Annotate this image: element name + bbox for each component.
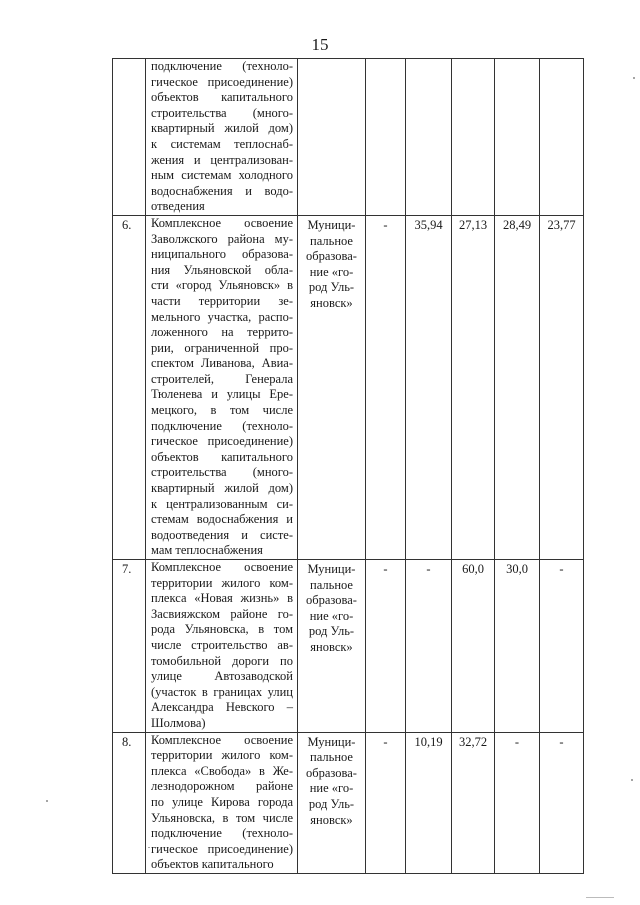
description-line: рии, ограниченной про-: [151, 340, 293, 355]
description-line: плекса «Новая жизнь» в: [151, 591, 293, 606]
description-line: объектов капитального: [151, 90, 293, 105]
municipality-line: Муници-: [307, 734, 356, 749]
project-description-cell: [146, 215, 298, 559]
municipality-line: род Уль-: [308, 280, 355, 295]
municipality-line: ние «го-: [309, 781, 354, 796]
description-line: квартирный жилой дом): [151, 121, 293, 136]
municipality-line: род Уль-: [308, 624, 355, 639]
description-line: плекса «Свобода» в Же-: [151, 763, 293, 778]
scan-speck: [633, 77, 635, 79]
description-line: Комплексное освоение: [151, 732, 293, 747]
description-line: отведения: [151, 199, 205, 214]
value-cell: 60,0: [452, 560, 495, 733]
description-line: территории жилого ком-: [151, 575, 293, 590]
project-description-cell: [146, 59, 298, 216]
value-cell: [406, 59, 452, 216]
description-line: ным системам холодного: [151, 168, 293, 183]
description-line: гическое присоединение): [151, 74, 293, 89]
description-line: объектов капитального: [151, 449, 293, 464]
description-line: к централизованным си-: [151, 496, 293, 511]
municipality-cell: [298, 560, 366, 733]
description-line: ния Ульяновской обла-: [151, 262, 293, 277]
description-line: числе строительство ав-: [151, 637, 293, 652]
description-line: мецкого, в том числе: [151, 403, 293, 418]
description-line: строительства (много-: [151, 105, 293, 120]
value-cell: -: [540, 560, 584, 733]
municipality-cell: [298, 215, 366, 559]
municipality-line: яновск»: [310, 812, 353, 827]
municipality-line: яновск»: [310, 295, 353, 310]
description-line: лезнодорожном районе: [151, 779, 293, 794]
description-line: подключение (техноло-: [151, 418, 293, 433]
description-line: подключение (техноло-: [151, 826, 293, 841]
municipality-line: Муници-: [307, 562, 356, 576]
value-cell: 27,13: [452, 215, 495, 559]
municipality-line: ние «го-: [309, 608, 354, 623]
description-line: гическое присоединение): [151, 434, 293, 449]
description-line: водоотведения и систе-: [151, 527, 293, 542]
row-number-cell: 7.: [113, 560, 146, 733]
description-line: Ульяновска, в том числе: [151, 810, 293, 825]
description-line: гическое присоединение): [151, 841, 293, 856]
description-line: мам теплоснабжения: [151, 543, 263, 558]
page-number: 15: [311, 35, 329, 54]
value-cell: -: [366, 732, 406, 873]
table-row: [113, 59, 584, 216]
municipality-line: пальное: [310, 233, 353, 248]
row-number-cell: 8.: [113, 732, 146, 873]
project-description-cell: [146, 732, 298, 873]
value-cell: 28,49: [495, 215, 540, 559]
municipality-line: образова-: [306, 249, 357, 264]
description-line: рода Ульяновска, в том: [151, 622, 293, 637]
description-line: объектов капитального: [151, 857, 274, 872]
scan-speck: [631, 779, 633, 781]
value-cell: [540, 59, 584, 216]
municipality-line: Муници-: [307, 217, 356, 232]
description-line: подключение (техноло-: [151, 59, 293, 73]
description-line: Заволжского района му-: [151, 231, 293, 246]
table-row: [113, 732, 584, 873]
municipality-line: ние «го-: [309, 264, 354, 279]
description-line: ниципального образова-: [151, 247, 293, 262]
municipality-line: яновск»: [310, 639, 353, 654]
description-line: Тюленева и улицы Ере-: [151, 387, 293, 402]
description-line: по улице Кирова города: [151, 794, 293, 809]
table-row: [113, 215, 584, 559]
municipality-line: пальное: [310, 750, 353, 765]
municipality-line: образова-: [306, 765, 357, 780]
description-line: строительства (много-: [151, 465, 293, 480]
table-row: [113, 560, 584, 733]
value-cell: 23,77: [540, 215, 584, 559]
description-line: спектом Ливанова, Авиа-: [151, 356, 293, 371]
description-line: жения и централизован-: [151, 152, 293, 167]
description-line: водоснабжения и водо-: [151, 183, 293, 198]
description-line: территории жилого ком-: [151, 748, 293, 763]
row-number-cell: [113, 59, 146, 216]
description-line: Засвияжском районе го-: [151, 606, 293, 621]
value-cell: -: [540, 732, 584, 873]
value-cell: -: [366, 560, 406, 733]
municipality-line: пальное: [310, 577, 353, 592]
scan-speck: [586, 897, 614, 898]
description-line: улице Автозаводской: [151, 669, 293, 684]
project-description-cell: [146, 560, 298, 733]
description-line: стемам водоснабжения и: [151, 512, 293, 527]
value-cell: 10,19: [406, 732, 452, 873]
value-cell: 35,94: [406, 215, 452, 559]
value-cell: 32,72: [452, 732, 495, 873]
value-cell: [366, 59, 406, 216]
description-line: Шолмова): [151, 715, 206, 730]
value-cell: [452, 59, 495, 216]
municipality-line: образова-: [306, 593, 357, 608]
description-line: к системам теплоснаб-: [151, 136, 293, 151]
description-line: (участок в границах улиц: [151, 684, 293, 699]
value-cell: -: [495, 732, 540, 873]
municipality-cell: [298, 732, 366, 873]
description-line: Комплексное освоение: [151, 215, 293, 230]
value-cell: -: [406, 560, 452, 733]
description-line: сти «город Ульяновск» в: [151, 278, 293, 293]
description-line: квартирный жилой дом): [151, 481, 293, 496]
description-line: Комплексное освоение: [151, 560, 293, 574]
description-line: мельного участка, распо-: [151, 309, 293, 324]
financing-table: [112, 58, 584, 874]
municipality-cell: [298, 59, 366, 216]
value-cell: 30,0: [495, 560, 540, 733]
description-line: Александра Невского –: [151, 700, 293, 715]
scan-speck: [148, 847, 150, 848]
description-line: части территории зе-: [151, 293, 293, 308]
value-cell: [495, 59, 540, 216]
description-line: ложенного на террито-: [151, 325, 293, 340]
value-cell: -: [366, 215, 406, 559]
description-line: томобильной дороги по: [151, 653, 293, 668]
scan-speck: [46, 800, 48, 802]
municipality-line: род Уль-: [308, 796, 355, 811]
description-line: строителей, Генерала: [151, 371, 293, 386]
row-number-cell: 6.: [113, 215, 146, 559]
